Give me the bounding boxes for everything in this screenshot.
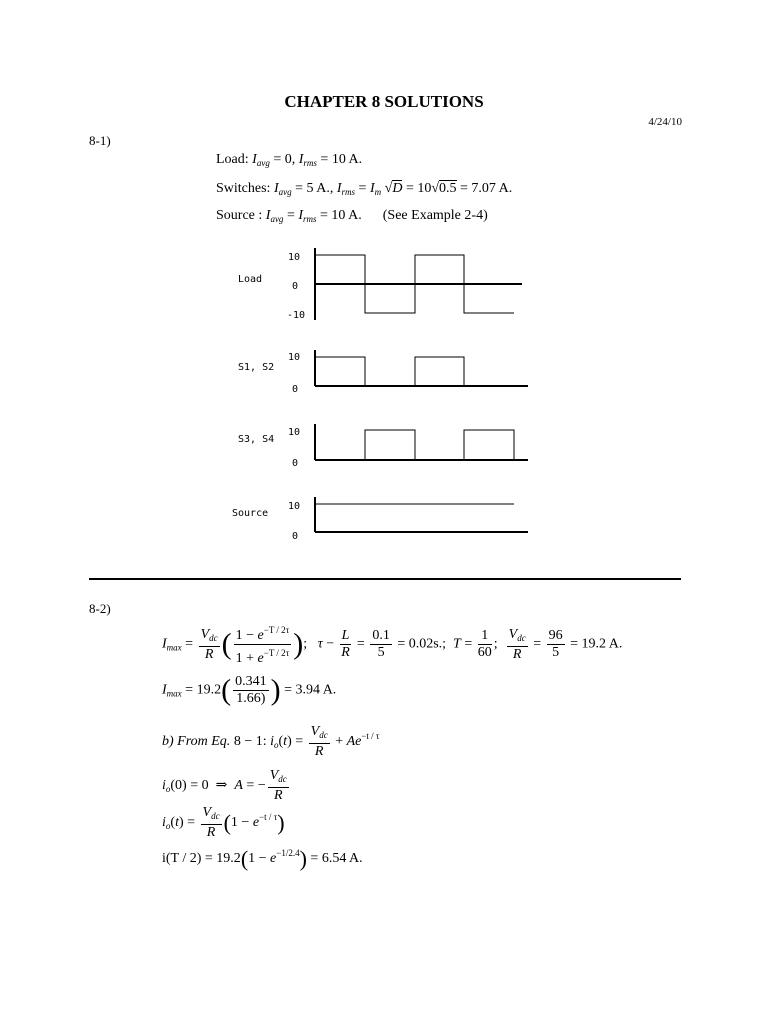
load-rms-value: = 10 A. [320,152,363,167]
waveform-label-source: Source [232,508,269,519]
s34-tick-10: 10 [288,427,301,438]
section-divider [89,578,681,580]
load-tick-neg10: -10 [287,310,306,321]
problem-label-8-1: 8-1) [89,133,111,148]
imax-result-equation: $I_{max} = 19.2$( $\frac{0.341}{1.66)}$ ) = 3.94 A. [162,673,337,707]
s12-tick-0: 0 [292,384,299,395]
s12-wave [315,357,464,386]
waveform-label-s12: S1, S2 [238,362,275,373]
s12-tick-10: 10 [288,352,301,363]
problem-label-8-2: 8-2) [89,601,111,616]
source-tick-10: 10 [288,501,301,512]
load-tick-0: 0 [292,281,299,292]
io-solution-line: $i_o(t)$ = $\frac{V_{dc}}{R}$ $(1 - e^{-t / \tau})$ [162,805,285,840]
date-stamp: 4/24/10 [648,116,682,128]
eq-ref-text: b) From Eq. [162,734,231,750]
imax-factor: = 19.2 [185,682,222,698]
initial-condition-line: $i_o(0) = 0$ ⇒ A = − $\frac{V_{dc}}{R}$ [162,768,287,803]
source-value: = 10 A. [320,208,362,223]
imax-denominator: 1.66) [236,691,266,706]
half-period-prefix: i(T / 2) = 19.2 [162,851,241,867]
waveform-label-load: Load [238,274,263,285]
load-avg-value: = 0, [273,152,296,167]
switch-rms-eq: = [358,181,367,196]
s34-wave [365,430,514,460]
vdc-over-r-value: = 19.2 A. [570,636,623,652]
s34-tick-0: 0 [292,458,299,469]
load-tick-10: 10 [288,252,301,263]
switch-eq-10: = 10 [405,181,432,196]
source-equation: Source : $I_{avg} = I_{rms} = 10$ A. (See Example 2-4) [216,208,488,224]
switch-rms-result: = 7.07 A. [460,181,513,196]
half-period-result: = 6.54 A. [310,851,363,867]
switch-avg-value: = 5 A., [295,181,334,196]
imax-result: = 3.94 A. [284,682,337,698]
switch-prefix: Switches: [216,181,271,196]
imax-equation: $I_{max}$ = $\frac{V_{dc}}{R}$ ( $\frac{1 - e^{-T / 2\tau}}{1 + e^{-T / 2\tau}}$ ); τ − $\frac{L}{R}$ = $\frac{0.1}{5}$ = 0.02s.; T = $\frac{1}{60}$ ; $\frac{V_{dc}}{R}$ = $\frac{96}{5}$ = 19.2 A. [162,622,622,667]
switches-equation: Switches: $I_{avg} = 5$ A., $I_{rms} = I_m$ √D = 10√0.5 = 7.07 A. [216,181,513,197]
source-prefix: Source : [216,208,263,223]
imax-numerator: 0.341 [235,674,267,689]
switch-sqrt-value: 0.5 [439,181,457,196]
load-equation: Load: $I_{avg} = 0$, $I_{rms} = 10$ A. [216,152,363,168]
load-prefix: Load: [216,152,249,167]
tau-value: = 0.02s.; [397,636,447,652]
half-period-line: $i(T / 2) = 19.2(1 - e^{-1/2.4}) = 6.54$ A. [162,846,363,871]
eq-ref-number: 8 − 1: [233,734,267,750]
implies-arrow: ⇒ [215,778,228,794]
source-tick-0: 0 [292,531,299,542]
eq-8-1-line: b) From Eq. 8 − 1: $i_o(t)$ = $\frac{V_{dc}}{R}$ + $Ae^{-t / \tau}$ [162,724,380,759]
page-title: CHAPTER 8 SOLUTIONS [284,92,484,111]
waveform-label-s34: S3, S4 [238,434,275,445]
source-note: (See Example 2-4) [382,208,488,223]
